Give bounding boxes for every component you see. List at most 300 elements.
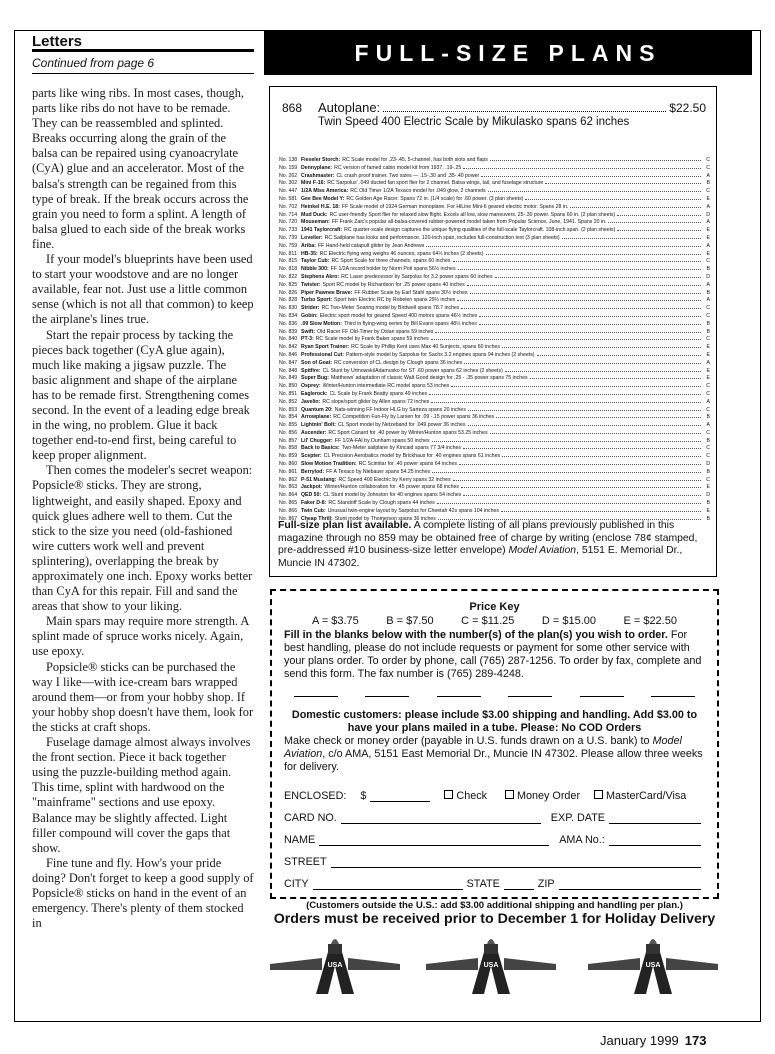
plan-row xyxy=(279,421,710,429)
payment-note xyxy=(272,735,717,774)
leader-dots xyxy=(481,172,701,177)
plan-description: CL Precision Aerobatics model by Brickhaus for .40 engines spans 61 inches xyxy=(323,453,501,460)
name-field[interactable] xyxy=(319,834,549,846)
leader-dots xyxy=(453,476,701,481)
plan-number: No. 850 xyxy=(279,383,298,390)
plan-title: HB-35: xyxy=(301,250,318,257)
plan-title: Faker D-8: xyxy=(301,500,327,507)
leader-dots xyxy=(435,328,701,333)
domestic-note: Domestic customers: please include $3.00 shipping and handling. Add $3.00 to have your plans mailed in a tube. Please: No COD Orders xyxy=(291,709,698,734)
featured-title: Autoplane: xyxy=(318,100,381,115)
plan-title: Ascender: xyxy=(301,429,327,436)
leader-dots xyxy=(488,187,701,192)
logo-usa-text: USA xyxy=(327,962,343,969)
price-b: B = $7.50 xyxy=(386,615,434,627)
zip-label: ZIP xyxy=(537,878,555,890)
leader-dots xyxy=(545,179,701,184)
letter-paragraph: Main spars may require more strength. A splint made of spruce works nicely. Again, use epoxy. xyxy=(32,614,249,659)
holiday-deadline: Orders must be received prior to December 1 for Holiday Delivery xyxy=(273,911,716,927)
plan-description: CL Stunt model by Johnston for 40 engines spans 54 inches xyxy=(323,492,462,499)
plan-description: Unusual twin-engine layout by Sarpolus for Cheetah 42s spans 104 inches xyxy=(327,507,499,514)
plan-title: Twister: xyxy=(301,281,321,288)
plan-title: Taylor Cub: xyxy=(301,258,330,265)
plan-title: Scepter: xyxy=(301,453,322,460)
plan-price-code: C xyxy=(706,157,710,163)
plan-price-code: C xyxy=(706,164,710,171)
plan-row xyxy=(279,179,710,187)
plan-title: Gobin: xyxy=(301,312,318,319)
plan-row xyxy=(279,476,710,484)
enclosed-label: ENCLOSED: xyxy=(284,790,347,802)
plan-description: CL Scale by Frank Beatty spans 49 inches xyxy=(329,390,428,397)
leader-dots xyxy=(463,164,701,169)
plan-price-code: D xyxy=(706,461,710,468)
leader-dots xyxy=(426,242,701,247)
plan-title: Cheap Thrill: xyxy=(301,515,333,522)
plan-description: RC user-friendly Sport flier for relaxed slow flight. Excels all low, slow maneuvers. 25-.30 power. Spans 60 in. (2 plan sheets) xyxy=(329,211,616,218)
logo-usa-text: USA xyxy=(483,962,499,969)
plan-row xyxy=(279,187,710,195)
plan-price-code: B xyxy=(706,414,710,421)
plan-description: RC Speed 400 Electric by Kerry spans 32 inches xyxy=(338,476,451,483)
plan-row xyxy=(279,320,710,328)
exp-field[interactable] xyxy=(609,812,701,824)
leader-dots xyxy=(502,452,701,457)
plan-price-code: C xyxy=(706,336,710,343)
plan-description: Winter/Hunton collaboration for .45 power spans 68 inches xyxy=(324,484,460,491)
plan-title: Quantum 20: xyxy=(301,406,333,413)
letters-heading: Letters xyxy=(32,34,254,52)
plan-description: FF Hand-held catapult glider by Jean Andrews xyxy=(318,242,425,249)
plan-description: FF 1/2A-FAI by Dunham spans 50 inches xyxy=(334,437,430,444)
plan-number: No. 858 xyxy=(279,445,298,452)
plan-description: RC Electric flying wing weighs 46 ounces, spans 64½ inches (2 sheets) xyxy=(319,250,484,257)
card-option[interactable] xyxy=(594,790,686,802)
plan-description: RC Standoff Scale by Clough spans 44 inches xyxy=(328,500,435,507)
plan-number: No. 855 xyxy=(279,422,298,429)
leader-dots xyxy=(432,468,701,473)
letter-paragraph: parts like wing ribs. In most cases, though, parts like ribs do not have to be remade. They can be reassembled and splinted. Breaks occurring along the grain of the balsa can be repaired using cyanoacrylate (CyA) glue and an accelerator. Most of the balsa's strength can be regained from this type of break. If the break occurs across the grain you need to form a splint. A length of balsa glued to each side of the break works fine. xyxy=(32,86,249,251)
plan-title: Slow Motion Tradition: xyxy=(301,461,357,468)
plan-title: Ariba: xyxy=(301,242,316,249)
plan-price-code: C xyxy=(706,406,710,413)
plan-title: Lovelier: xyxy=(301,234,323,241)
name-label: NAME xyxy=(284,834,316,846)
plan-title: Swift: xyxy=(301,328,316,335)
leader-dots xyxy=(525,195,701,200)
plan-number: No. 851 xyxy=(279,390,298,397)
price-c: C = $11.25 xyxy=(461,615,515,627)
leader-dots xyxy=(617,226,701,231)
leader-dots xyxy=(486,250,702,255)
plan-title: Jackpot: xyxy=(301,484,323,491)
plan-description: RC Scimitar for .40 power spans 64 inches xyxy=(358,461,457,468)
plan-number-field[interactable] xyxy=(437,685,481,697)
plan-row xyxy=(279,499,710,507)
plan-number: No. 138 xyxy=(279,157,298,163)
plan-title: QED 50: xyxy=(301,492,322,499)
plan-list xyxy=(279,156,710,522)
plan-price-code: E xyxy=(706,351,710,358)
leader-dots xyxy=(467,281,701,286)
plan-row xyxy=(279,398,710,406)
plan-number-field[interactable] xyxy=(508,685,552,697)
letters-column xyxy=(32,34,254,994)
money-order-label: Money Order xyxy=(517,790,581,802)
plan-description: Third in flying-wing series by Bill Evans spans 48½ inches xyxy=(343,320,477,327)
plan-number: No. 865 xyxy=(279,500,298,507)
name-row xyxy=(272,824,717,846)
plan-description: RC Scale model for .23-.45, 5-channel, has both slots and flaps xyxy=(342,157,488,163)
plan-title: Turbo Sport: xyxy=(301,297,333,304)
check-label: Check xyxy=(456,790,488,802)
price-key-title: Price Key xyxy=(469,601,520,613)
plan-title: Gee Bee Model Y: xyxy=(301,195,345,202)
payment-magazine: Model Aviation xyxy=(284,735,682,760)
plan-row xyxy=(279,390,710,398)
plan-title: Ryan Sport Trainer: xyxy=(301,344,350,351)
plan-number: No. 857 xyxy=(279,437,298,444)
exp-label: EXP. DATE xyxy=(550,812,606,824)
plan-number-field[interactable] xyxy=(651,685,695,697)
plan-price-code: A xyxy=(706,219,710,226)
plans-list-box xyxy=(269,86,717,577)
plan-row xyxy=(279,406,710,414)
logo-usa-text: USA xyxy=(645,962,661,969)
plan-title: Mouseman: xyxy=(301,219,330,226)
plan-price-code: B xyxy=(706,266,710,273)
enclosed-row xyxy=(272,780,717,802)
state-field[interactable] xyxy=(504,878,534,890)
plan-number: No. 702 xyxy=(279,203,298,210)
plan-number: No. 853 xyxy=(279,406,298,413)
street-row xyxy=(272,846,717,868)
plan-title: Heinkel H.E. 18: xyxy=(301,203,340,210)
plan-description: RC slope/sport glider by Allen spans 72 inches xyxy=(322,398,430,405)
plan-number: No. 859 xyxy=(279,453,298,460)
plan-description: RC Golden Age Racer. Spans 72 in. (1/4 scale) for .60 power. (3 plan sheets) xyxy=(346,195,524,202)
plan-description: FF Scale model of 1924 German monoplane. For HiLine Mini-6 geared electric motor. Spans 28 in. xyxy=(341,203,569,210)
leader-dots xyxy=(461,304,701,309)
plan-title: Back to Basics: xyxy=(301,445,340,452)
leader-dots xyxy=(617,211,701,216)
state-label: STATE xyxy=(466,878,500,890)
plan-title: Stephens Akro: xyxy=(301,273,340,280)
plan-row xyxy=(279,452,710,460)
plan-price-code: C xyxy=(706,453,710,460)
plan-number: No. 854 xyxy=(279,414,298,421)
plan-number-field[interactable] xyxy=(365,685,409,697)
plan-title: Lil' Chugger: xyxy=(301,437,333,444)
plan-number: No. 818 xyxy=(279,266,298,273)
plan-price-code: C xyxy=(706,476,710,483)
plan-row xyxy=(279,195,710,203)
leader-dots xyxy=(496,413,701,418)
city-row xyxy=(272,868,717,890)
leader-dots xyxy=(453,257,701,262)
outside-us-note: (Customers outside the U.S.: add $3.00 additional shipping and handling per plan.) xyxy=(306,900,683,911)
plan-number: No. 852 xyxy=(279,398,298,405)
plan-price-code: C xyxy=(706,429,710,436)
plan-description: RC conversion of CL design by Clough spans 36 inches xyxy=(334,359,463,366)
plan-title: Strider: xyxy=(301,305,320,312)
plan-title: Spitfire: xyxy=(301,367,321,374)
plan-row xyxy=(279,218,710,226)
fullsize-address: , 5151 E. Memorial Dr., Muncie IN 47302. xyxy=(278,545,683,569)
plan-row xyxy=(279,335,710,343)
plan-price-code: E xyxy=(706,367,710,374)
street-label: STREET xyxy=(284,856,327,868)
plan-number: No. 262 xyxy=(279,172,298,179)
plan-price-code: C xyxy=(706,188,710,195)
city-field[interactable] xyxy=(313,878,463,890)
plan-number-field[interactable] xyxy=(294,685,338,697)
plan-price-code: B xyxy=(706,515,710,522)
plan-price-code: A xyxy=(706,242,710,249)
leader-dots xyxy=(463,444,701,449)
plan-number: No. 842 xyxy=(279,344,298,351)
featured-plan xyxy=(282,100,706,128)
plan-description: RC Sarpolus' .049 ducted fan sport flier for 2 channel. Balsa wings, tail, and fuselage structure xyxy=(327,180,544,187)
plan-row xyxy=(279,226,710,234)
leader-dots xyxy=(530,374,701,379)
letter-paragraph: Then comes the modeler's secret weapon: Popsicle® sticks. They are strong, lightweight, and easily shaped. Epoxy and quick glues adhere well to them. Cut the stick to the size you need (old-fashioned wire cutters work well and prevent splintering), overlapping the break by approximately one inch. Epoxy works better than CyA for this repair. Fill and sand the areas that show to your liking. xyxy=(32,463,253,614)
plan-row xyxy=(279,328,710,336)
plan-price-code: E xyxy=(706,227,710,234)
plan-row xyxy=(279,444,710,452)
plan-description: RC Sport Scale for three channels, spans 60 inches xyxy=(331,258,451,265)
plan-price-code: E xyxy=(706,195,710,202)
plan-description: Electric sport model for geared Speed 400 motors spans 46½ inches xyxy=(319,312,478,319)
plan-price-code: E xyxy=(706,484,710,491)
leader-dots xyxy=(490,429,701,434)
plan-title: Piper Pawnee Brave: xyxy=(301,289,353,296)
plan-price-code: C xyxy=(706,445,710,452)
plan-price-code: A xyxy=(706,359,710,366)
plan-row xyxy=(279,374,710,382)
fullsize-text: A complete listing of all plans previously published in this magazine through no 859 may be obtained free of charge by writing (enclose 78¢ stamped, pre-addressed #10 business-size letter envelope) xyxy=(278,520,698,556)
plan-title: Lightnin' Bolt: xyxy=(301,422,336,429)
page-number: 173 xyxy=(684,1033,707,1048)
plan-description: CL crash proof trainer. Two sizes — .15-.30 and .35-.40 power xyxy=(336,172,480,179)
plan-description: Two-Meter sailplane by Kincaid spans 77 3/4 inches xyxy=(341,445,462,452)
plan-row xyxy=(279,312,710,320)
plan-title: 1941 Taylorcraft: xyxy=(301,227,343,234)
plan-row xyxy=(279,460,710,468)
plan-title: Dennyplane: xyxy=(301,164,333,171)
ama-logo-row xyxy=(264,936,752,1002)
leader-dots xyxy=(459,460,701,465)
letter-paragraph: Fuselage damage almost always involves the front section. Piece it back together using the puzzle-building method again. This time, splint with hardwood on the "mainframe" sections and use epoxy. Balance may be slightly affected. Light filler compound will cover the gaps that show. xyxy=(32,735,251,855)
plan-number: No. 856 xyxy=(279,429,298,436)
plan-number: No. 864 xyxy=(279,492,298,499)
leader-dots xyxy=(505,367,701,372)
plan-price-code: C xyxy=(706,383,710,390)
plan-row xyxy=(279,491,710,499)
letters-body xyxy=(32,86,254,931)
plan-number: No. 863 xyxy=(279,484,298,491)
plan-row xyxy=(279,250,710,258)
plan-description: RC Scale model by Frank Baker spans 59 inches xyxy=(315,336,429,343)
plan-description: Sport RC model by Richardson for .25 power spans 40 inches xyxy=(322,281,465,288)
plan-row xyxy=(279,483,710,491)
plan-row xyxy=(279,304,710,312)
fill-instructions xyxy=(272,627,717,681)
plan-row xyxy=(279,296,710,304)
plan-description: RC Sailplane has looks and performance. 120-inch span, includes full-construction text (3 plan sheets) xyxy=(324,234,560,241)
plan-price-code: B xyxy=(706,180,710,187)
plan-description: Nats-winning FF Indoor HLG by Sarteza spans 20 inches xyxy=(334,406,466,413)
featured-subtitle: Twin Speed 400 Electric Scale by Mikulasko spans 62 inches xyxy=(318,116,630,128)
leader-dots xyxy=(464,359,701,364)
fill-text: For best handling, please do not include requests or payment for some other service with your plans order. To order by phone, call (765) 287-1256. To order by fax, complete and send this form. The fax number is (765) 289-4248. xyxy=(284,629,702,680)
plan-price-code: B xyxy=(706,437,710,444)
plan-price-code: B xyxy=(706,500,710,507)
plan-title: Eaglerock: xyxy=(301,390,328,397)
plan-number-field[interactable] xyxy=(580,685,624,697)
card-no-field[interactable] xyxy=(341,812,541,824)
plan-description: RC quarter-scale design captures the unique flying qualities of the full-scale Taylorcraft. 108-inch span. (2 plan sheets) xyxy=(344,227,616,234)
plan-price-code: A xyxy=(706,297,710,304)
plan-number: No. 739 xyxy=(279,234,298,241)
money-order-checkbox[interactable] xyxy=(505,790,514,799)
ama-logo xyxy=(268,936,402,998)
plan-description: RC Two-Meter Soaring model by Birdwell spans 78.7 inches xyxy=(321,305,460,312)
plan-title: Professional Cut: xyxy=(301,351,344,358)
leader-dots xyxy=(562,234,701,239)
full-size-plans-banner: FULL-SIZE PLANS xyxy=(264,31,752,75)
zip-field[interactable] xyxy=(559,878,701,890)
plan-number: No. 828 xyxy=(279,297,298,304)
plan-description: FF A Texaco by Niebauer spans 54.25 inches xyxy=(326,468,431,475)
check-option[interactable] xyxy=(444,790,487,802)
page-footer xyxy=(600,1033,706,1048)
leader-dots xyxy=(429,390,701,395)
plan-price-code: D xyxy=(706,211,710,218)
ama-logo xyxy=(586,936,720,998)
plan-number: No. 447 xyxy=(279,188,298,195)
plan-price-code: A xyxy=(706,422,710,429)
plan-description: Sport twin Electric RC by Robelen spans 29½ inches xyxy=(334,297,456,304)
plan-number: No. 733 xyxy=(279,227,298,234)
plan-row xyxy=(279,437,710,445)
plan-row xyxy=(279,468,710,476)
plan-description: FF Rubber Scale by Earl Stahl spans 30½ inches xyxy=(354,289,468,296)
plan-title: Mini F-16: xyxy=(301,180,326,187)
city-label: CITY xyxy=(284,878,309,890)
card-checkbox[interactable] xyxy=(594,790,603,799)
plan-row xyxy=(279,351,710,359)
ama-label: AMA No.: xyxy=(559,834,605,846)
plan-number: No. 836 xyxy=(279,320,298,327)
leader-dots xyxy=(608,218,701,223)
plan-title: Son of Goat: xyxy=(301,359,333,366)
plan-description: RC Sport Canard for .40 power by Winter/Hunton spans 53.25 inches xyxy=(328,429,488,436)
plan-price-code: E xyxy=(706,375,710,382)
price-key xyxy=(272,615,717,627)
price-d: D = $15.00 xyxy=(541,615,596,627)
plan-price-code: E xyxy=(706,344,710,351)
leader-dots xyxy=(502,343,701,348)
plan-number: No. 847 xyxy=(279,359,298,366)
plan-price-code: B xyxy=(706,320,710,327)
plan-description: Matthews' adaptation of classic Walt Good design for .25 - .35 power spans 75 inches xyxy=(330,375,528,382)
plan-price-code: C xyxy=(706,305,710,312)
plan-number: No. 714 xyxy=(279,211,298,218)
fullsize-magazine: Model Aviation xyxy=(508,545,577,556)
ama-field[interactable] xyxy=(609,834,701,846)
plan-row xyxy=(279,172,710,180)
leader-dots xyxy=(458,265,701,270)
street-field[interactable] xyxy=(331,856,701,868)
dollar-sign: $ xyxy=(360,790,367,802)
enclosed-amount-field[interactable] xyxy=(370,790,430,802)
fullsize-list-note xyxy=(278,520,710,570)
plan-row xyxy=(279,359,710,367)
leader-dots xyxy=(451,382,701,387)
fullsize-lead: Full-size plan list available. xyxy=(278,520,412,531)
plan-title: Super Bug: xyxy=(301,375,329,382)
plan-title: Fieseler Storch: xyxy=(301,157,341,163)
leader-dots xyxy=(431,398,701,403)
plan-title: Twin Cub: xyxy=(301,507,326,514)
plan-row xyxy=(279,367,710,375)
plan-title: Berrylod: xyxy=(301,468,325,475)
plan-title: Crashmaster: xyxy=(301,172,335,179)
plan-row xyxy=(279,382,710,390)
plan-number: No. 720 xyxy=(279,219,298,226)
plan-description: RC version of famed cabin model kit from 1937, .19-.25 xyxy=(334,164,462,171)
letter-paragraph: Start the repair process by tacking the pieces back together (CyA glue again), much like making a jigsaw puzzle. The basic alignment and shape of the airplane has to be remade first. Strengthening comes second. In the event of a leading edge break in the wing, no problem. Glue it back together end-to-end first, being careful to keep proper alignment. xyxy=(32,327,250,463)
plan-description: CL Stunt by Urtnowski/Adamusko for ST .60 power spans 62 inches (2 sheets) xyxy=(322,367,503,374)
plan-price-code: C xyxy=(706,312,710,319)
plan-number: No. 834 xyxy=(279,312,298,319)
plan-row xyxy=(279,289,710,297)
continued-note: Continued from page 6 xyxy=(32,56,254,74)
leader-dots xyxy=(468,406,701,411)
leader-dots xyxy=(438,515,701,520)
ama-logo xyxy=(424,936,558,998)
leader-dots xyxy=(470,289,701,294)
plan-title: .09 Slow Motion: xyxy=(301,320,342,327)
plan-price-code: E xyxy=(706,234,710,241)
plan-row xyxy=(279,203,710,211)
plan-price-code: C xyxy=(706,258,710,265)
money-order-option[interactable] xyxy=(505,790,580,802)
price-a: A = $3.75 xyxy=(312,615,359,627)
plan-description: FF Frank Zaic's popular all-balsa-covered rubber-powered model taken from Popular Science, June, 1941. Spans 20 in. xyxy=(331,219,607,226)
plan-price-code: B xyxy=(706,468,710,475)
plan-title: Arrowplane: xyxy=(301,414,332,421)
leader-dots xyxy=(457,296,701,301)
plan-description: Pattern-style model by Sarpolus for Sachs 3.2 engines spans 94 inches (2 sheets) xyxy=(345,351,535,358)
plan-number: No. 848 xyxy=(279,367,298,374)
plan-row xyxy=(279,273,710,281)
plan-title: Nibble 300: xyxy=(301,266,329,273)
plan-row xyxy=(279,257,710,265)
fill-bold: Fill in the blanks below with the number(s) of the plan(s) you wish to order. xyxy=(284,629,668,641)
letter-paragraph: Popsicle® sticks can be purchased the way I like—with ice-cream bars wrapped around them—or from your hobby shop. If your hobby shop doesn't have them, look for the sticks at craft shops. xyxy=(32,659,254,734)
plan-number: No. 759 xyxy=(279,242,298,249)
plan-row xyxy=(279,211,710,219)
check-checkbox[interactable] xyxy=(444,790,453,799)
featured-number: 868 xyxy=(282,101,303,115)
leader-dots xyxy=(437,499,701,504)
plan-price-code: B xyxy=(706,328,710,335)
plan-title: PT-3: xyxy=(301,336,314,343)
plan-description: CL Sport model by Netzeband for .049 power 36 inches xyxy=(337,422,466,429)
plan-row xyxy=(279,164,710,172)
